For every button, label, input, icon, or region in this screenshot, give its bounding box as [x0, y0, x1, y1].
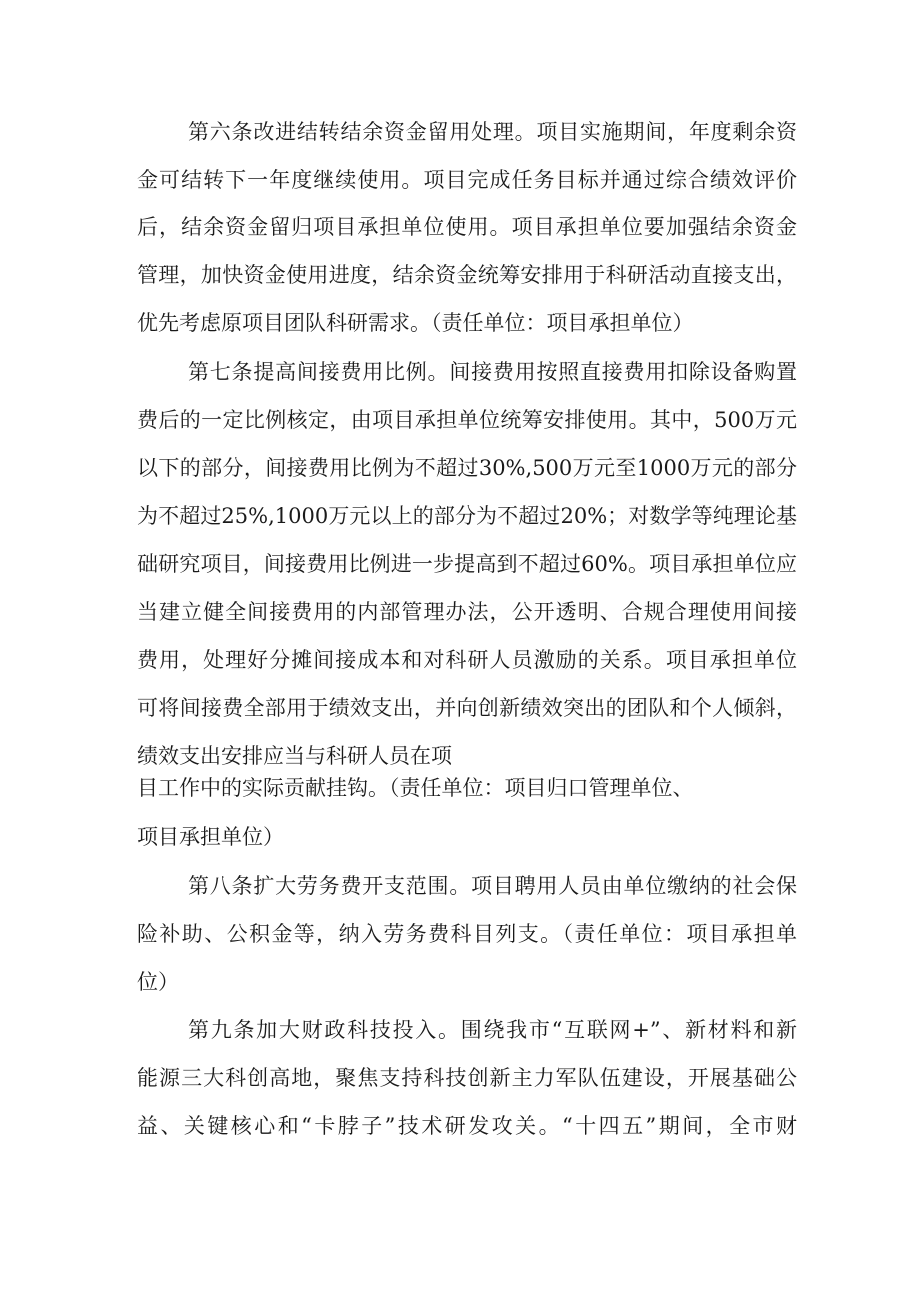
- text-line: 费用，处理好分摊间接成本和对科研人员激励的关系。项目承担单位: [137, 648, 797, 672]
- text-line: 第六条改进结转结余资金留用处理。项目实施期间，年度剩余资: [188, 120, 797, 144]
- text-line: 可将间接费全部用于绩效支出，并向创新绩效突出的团队和个人倾斜，: [137, 696, 797, 720]
- text-line: 目工作中的实际贡献挂钩。（责任单位：项目归口管理单位、: [137, 776, 694, 800]
- text-line: 绩效支出安排应当与科研人员在项: [137, 744, 452, 768]
- text-line: 础研究项目，间接费用比例进一步提高到不超过60%。项目承担单位应: [137, 552, 797, 576]
- text-line: 优先考虑原项目团队科研需求。（责任单位：项目承担单位）: [137, 311, 694, 335]
- text-line: 为不超过25%,1000万元以上的部分为不超过20%；对数学等纯理论基: [137, 504, 797, 528]
- text-line: 第九条加大财政科技投入。围绕我市“互联网+”、新材料和新: [188, 1018, 797, 1042]
- text-line: 以下的部分，间接费用比例为不超过30%,500万元至1000万元的部分: [137, 456, 797, 480]
- text-line: 后，结余资金留归项目承担单位使用。项目承担单位要加强结余资金: [137, 215, 797, 239]
- text-line: 项目承担单位）: [137, 825, 284, 849]
- text-line: 险补助、公积金等，纳入劳务费科目列支。（责任单位：项目承担单: [137, 922, 797, 946]
- text-line: 位）: [137, 970, 179, 994]
- text-line: 第八条扩大劳务费开支范围。项目聘用人员由单位缴纳的社会保: [188, 874, 797, 898]
- text-line: 费后的一定比例核定，由项目承担单位统筹安排使用。其中，500万元: [137, 408, 797, 432]
- text-line: 益、关键核心和“卡脖子”技术研发攻关。“十四五”期间，全市财: [137, 1114, 797, 1138]
- text-line: 第七条提高间接费用比例。间接费用按照直接费用扣除设备购置: [188, 360, 797, 384]
- text-line: 当建立健全间接费用的内部管理办法，公开透明、合规合理使用间接: [137, 600, 797, 624]
- text-line: 金可结转下一年度继续使用。项目完成任务目标并通过综合绩效评价: [137, 168, 797, 192]
- text-line: 管理，加快资金使用进度，结余资金统筹安排用于科研活动直接支出，: [137, 263, 797, 287]
- text-line: 能源三大科创高地，聚焦支持科技创新主力军队伍建设，开展基础公: [137, 1066, 797, 1090]
